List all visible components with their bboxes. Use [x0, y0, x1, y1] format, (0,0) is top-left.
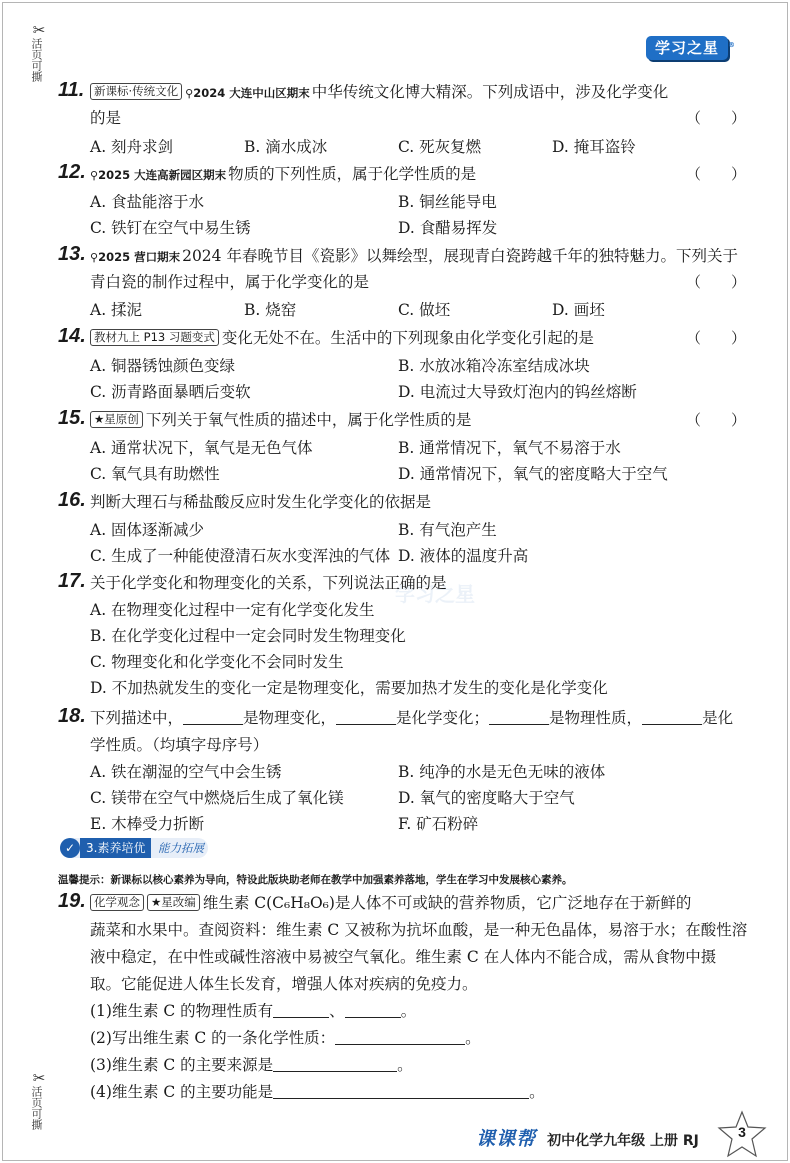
option-a: A. 食盐能溶于水	[90, 193, 205, 211]
option-a: A. 固体逐渐减少	[90, 521, 205, 539]
option-d: D. 液体的温度升高	[398, 547, 529, 565]
question-stem	[90, 327, 594, 349]
option-d: D. 不加热就发生的变化一定是物理变化，需要加热才发生的变化是化学变化	[90, 679, 608, 697]
stem-text: 是化	[702, 709, 734, 727]
sub-question-1	[90, 1000, 416, 1022]
side-tab-label-bottom: 活页可撕	[30, 1086, 43, 1130]
option-b: B. 在化学变化过程中一定会同时发生物理变化	[90, 627, 406, 645]
sub-text: (4)维生素 C 的主要功能是	[90, 1083, 274, 1101]
side-tab-label-top: 活页可撕	[30, 38, 43, 82]
stem-text: 是物理性质，	[549, 709, 643, 727]
sub-question-4	[90, 1081, 545, 1103]
option-b: B. 烧窑	[244, 301, 297, 319]
registered-mark: ®	[728, 41, 736, 49]
answer-paren: （ ）	[686, 273, 747, 291]
stem-line-2: 学性质。（均填字母序号）	[90, 736, 269, 754]
tag-label: ★星改编	[147, 894, 200, 911]
option-b: B. 滴水成冰	[244, 138, 328, 156]
blank-sub2[interactable]	[335, 1029, 465, 1045]
answer-paren: （ ）	[686, 109, 747, 127]
source-label: 2025 大连高新园区期末	[98, 168, 227, 182]
option-c: C. 沥青路面暴晒后变软	[90, 383, 251, 401]
option-f: F. 矿石粉碎	[398, 815, 479, 833]
question-number: 17.	[58, 570, 86, 592]
option-c: C. 氧气具有助燃性	[90, 465, 220, 483]
answer-paren: （ ）	[686, 329, 747, 347]
watermark: 学习之星	[395, 582, 475, 606]
option-a: A. 通常状况下，氧气是无色气体	[90, 439, 313, 457]
logo-text: 学习之星	[654, 39, 719, 57]
option-d: D. 电流过大导致灯泡内的钨丝熔断	[398, 383, 637, 401]
stem-text: 物质的下列性质，属于化学性质的是	[228, 165, 477, 183]
question-stem	[90, 81, 668, 105]
option-b: B. 铜丝能导电	[398, 193, 497, 211]
blank-2[interactable]	[336, 709, 396, 725]
tag-label: 教材九上 P13 习题变式	[90, 329, 219, 346]
sub-text: 。	[465, 1029, 481, 1047]
blank-sub1-b[interactable]	[345, 1002, 401, 1018]
sub-question-2	[90, 1027, 481, 1049]
option-d: D. 食醋易挥发	[398, 219, 498, 237]
stem-text: 2024 年春晚节目《瓷影》以舞绘型，展现青白瓷跨越千年的独特魅力。下列关于	[182, 247, 738, 265]
scissors-icon: ✂	[32, 21, 46, 39]
question-number: 11.	[58, 79, 85, 101]
stem-line-4: 取。它能促进人体生长发育，增强人体对疾病的免疫力。	[90, 975, 478, 993]
tag-label: ★星原创	[90, 411, 143, 428]
sub-text: 。	[400, 1002, 417, 1020]
check-icon: ✓	[60, 838, 80, 858]
question-number: 16.	[58, 489, 86, 511]
scissors-icon: ✂	[32, 1069, 46, 1087]
tip-text: 温馨提示：新课标以核心素养为导向，特设此版块助老师在教学中加强素养落地，学生在学习中发展核心素养。	[58, 874, 573, 886]
stem-text: 下列描述中，	[90, 709, 184, 727]
blank-sub3[interactable]	[273, 1056, 397, 1072]
option-b: B. 纯净的水是无色无味的液体	[398, 763, 606, 781]
option-d: D. 通常情况下，氧气的密度略大于空气	[398, 465, 668, 483]
option-d: D. 氧气的密度略大于空气	[398, 789, 575, 807]
tag-label: 新课标·传统文化	[90, 83, 182, 100]
option-c: C. 死灰复燃	[398, 138, 482, 156]
sub-text: 。	[397, 1056, 413, 1074]
answer-paren: （ ）	[686, 165, 747, 183]
stem-text: 是物理变化，	[243, 709, 337, 727]
brand-logo	[646, 36, 736, 60]
option-c: C. 生成了一种能使澄清石灰水变浑浊的气体	[90, 547, 391, 565]
footer-book-title: 初中化学九年级 上册 RJ	[547, 1133, 699, 1149]
location-pin-icon: ⚲	[90, 251, 99, 264]
source-label: 2024 大连中山区期末	[193, 86, 310, 100]
side-tab-bottom	[30, 1069, 48, 1130]
stem-line-2: 的是	[90, 109, 122, 127]
option-c: C. 铁钉在空气中易生锈	[90, 219, 251, 237]
stem-line-2: 青白瓷的制作过程中，属于化学变化的是	[90, 273, 370, 291]
stem-text: 变化无处不在。生活中的下列现象由化学变化引起的是	[221, 329, 594, 347]
option-b: B. 有气泡产生	[398, 521, 497, 539]
stem-text: 下列关于氧气性质的描述中，属于化学性质的是	[145, 411, 472, 429]
sub-question-3	[90, 1054, 413, 1076]
question-stem: 判断大理石与稀盐酸反应时发生化学变化的依据是	[90, 493, 432, 511]
question-number: 12.	[58, 161, 86, 183]
blank-1[interactable]	[183, 709, 243, 725]
location-pin-icon: ⚲	[90, 169, 99, 182]
option-a: A. 铜器锈蚀颜色变绿	[90, 357, 236, 375]
sub-text: (1)维生素 C 的物理性质有	[90, 1002, 274, 1020]
side-tab-top	[30, 21, 48, 82]
stem-line-2: 蔬菜和水果中。查阅资料：维生素 C 又被称为抗坏血酸，是一种无色晶体，易溶于水；在酸性溶	[90, 921, 748, 939]
option-e: E. 木棒受力折断	[90, 815, 205, 833]
option-b: B. 水放冰箱冷冻室结成冰块	[398, 357, 590, 375]
footer-brand: 课课帮	[476, 1128, 537, 1150]
blank-4[interactable]	[642, 709, 702, 725]
blank-sub4[interactable]	[273, 1083, 529, 1099]
question-stem	[90, 892, 691, 914]
question-number: 15.	[58, 407, 86, 429]
question-stem	[90, 245, 738, 269]
footer	[476, 1124, 699, 1151]
section-header	[60, 838, 210, 858]
sub-text: (3)维生素 C 的主要来源是	[90, 1056, 274, 1074]
source-label: 2025 营口期末	[98, 250, 181, 264]
option-b: B. 通常情况下，氧气不易溶于水	[398, 439, 621, 457]
option-a: A. 刻舟求剑	[90, 138, 174, 156]
option-a: A. 铁在潮湿的空气中会生锈	[90, 763, 282, 781]
page-number: 3	[738, 1124, 746, 1140]
question-number: 13.	[58, 243, 86, 265]
question-stem	[90, 163, 476, 187]
stem-text: 维生素 C(C₆H₈O₆)是人体不可或缺的营养物质，它广泛地存在于新鲜的	[202, 894, 692, 912]
option-c: C. 镁带在空气中燃烧后生成了氧化镁	[90, 789, 344, 807]
question-stem	[90, 707, 733, 729]
question-stem	[90, 409, 471, 431]
answer-paren: （ ）	[686, 411, 747, 429]
option-c: C. 物理变化和化学变化不会同时发生	[90, 653, 344, 671]
stem-text: 中华传统文化博大精深。下列成语中，涉及化学变化	[311, 83, 669, 101]
option-a: A. 揉泥	[90, 301, 143, 319]
blank-3[interactable]	[489, 709, 549, 725]
option-d: D. 掩耳盗铃	[552, 138, 636, 156]
question-stem: 关于化学变化和物理变化的关系，下列说法正确的是	[90, 574, 447, 592]
stem-line-3: 液中稳定，在中性或碱性溶液中易被空气氧化。维生素 C 在人体内不能合成，需从食物中摄	[90, 948, 717, 966]
section-subtitle: 能力拓展	[158, 841, 204, 855]
option-c: C. 做坯	[398, 301, 451, 319]
option-d: D. 画坯	[552, 301, 605, 319]
question-number: 14.	[58, 325, 86, 347]
question-number: 19.	[58, 890, 86, 912]
location-pin-icon: ⚲	[185, 87, 194, 100]
sub-text: 。	[529, 1083, 545, 1101]
sub-text: 、	[329, 1002, 345, 1020]
blank-sub1-a[interactable]	[273, 1002, 329, 1018]
sub-text: (2)写出维生素 C 的一条化学性质：	[90, 1029, 336, 1047]
option-a: A. 在物理变化过程中一定有化学变化发生	[90, 601, 375, 619]
question-number: 18.	[58, 705, 86, 727]
section-title: 3.素养培优	[80, 838, 151, 858]
stem-text: 是化学变化；	[396, 709, 490, 727]
tag-label: 化学观念	[90, 894, 144, 911]
